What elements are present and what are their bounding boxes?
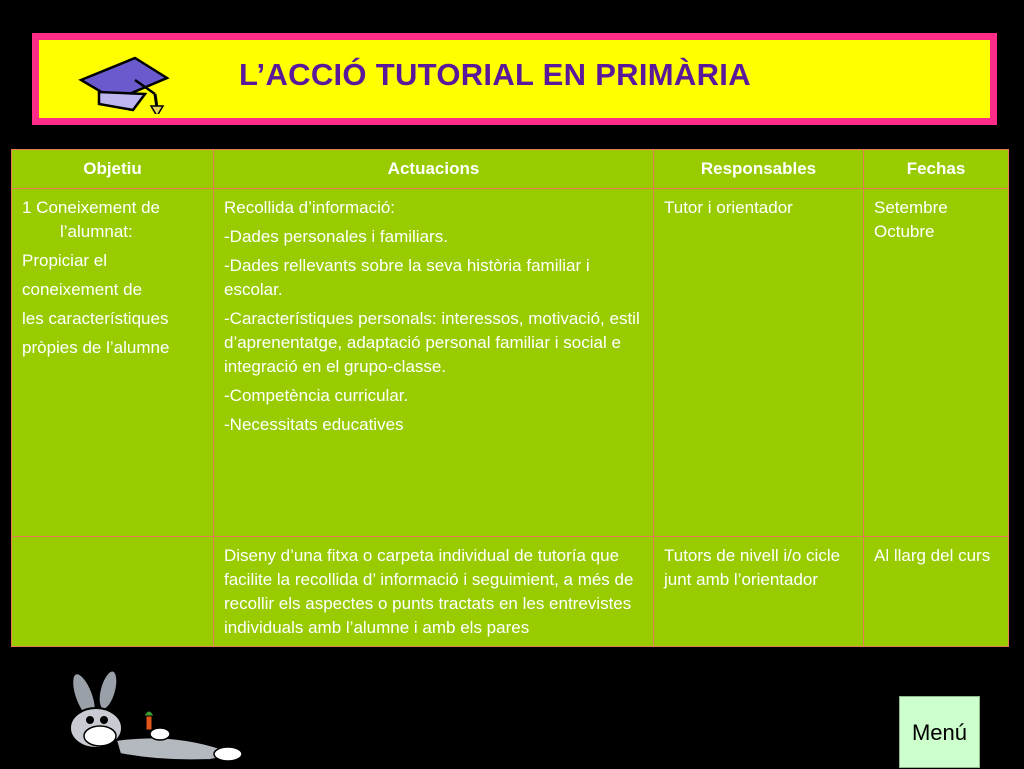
objective-line: Propiciar el — [22, 251, 108, 270]
title-banner — [32, 33, 997, 125]
graduation-cap-icon — [75, 50, 175, 114]
actions-cell — [214, 189, 654, 537]
objective-line: 1 Coneixement de — [22, 198, 160, 217]
table-row — [12, 537, 1009, 647]
responsible-cell: Tutor i orientador — [654, 189, 864, 537]
objective-line: pròpies de l’alumne — [22, 338, 170, 357]
bugs-bunny-image — [60, 670, 260, 768]
header-responsables: Responsables — [654, 150, 864, 189]
date-line: Octubre — [874, 222, 935, 241]
responsible-cell: Tutors de nivell i/o cicle junt amb l’orientador — [654, 537, 864, 647]
menu-button[interactable]: Menú — [899, 696, 980, 768]
dates-cell — [864, 189, 1009, 537]
action-item: Recollida d’informació: — [224, 198, 396, 217]
table-row — [12, 189, 1009, 537]
action-item: -Necessitats educatives — [224, 415, 404, 434]
objective-cell — [12, 189, 214, 537]
header-actuacions: Actuacions — [214, 150, 654, 189]
action-item: -Dades rellevants sobre la seva història familiar i escolar. — [224, 256, 590, 299]
header-fechas: Fechas — [864, 150, 1009, 189]
objective-line: coneixement de — [22, 280, 143, 299]
table-header-row — [12, 150, 1009, 189]
tutorial-table — [11, 149, 1009, 647]
date-line: Setembre — [874, 198, 948, 217]
page-title: L’ACCIÓ TUTORIAL EN PRIMÀRIA — [239, 57, 751, 92]
action-item: -Competència curricular. — [224, 386, 409, 405]
action-item: -Dades personales i familiars. — [224, 227, 448, 246]
objective-cell — [12, 537, 214, 647]
objective-line: les característiques — [22, 309, 169, 328]
objective-line: l’alumnat: — [60, 222, 133, 241]
dates-cell: Al llarg del curs — [864, 537, 1009, 647]
actions-cell: Diseny d’una fitxa o carpeta individual de tutoría que facilite la recollida d’ informació i seguimient, a més de recollir els aspectes o punts tractats en les entrevistes individuals amb l’alumne i amb els pares — [214, 537, 654, 647]
action-item: -Característiques personals: interessos, motivació, estil d’aprenentatge, adaptació personal familiar i social e integració en el grupo-classe. — [224, 309, 640, 376]
title-panel — [39, 40, 990, 118]
header-objetiu: Objetiu — [12, 150, 214, 189]
